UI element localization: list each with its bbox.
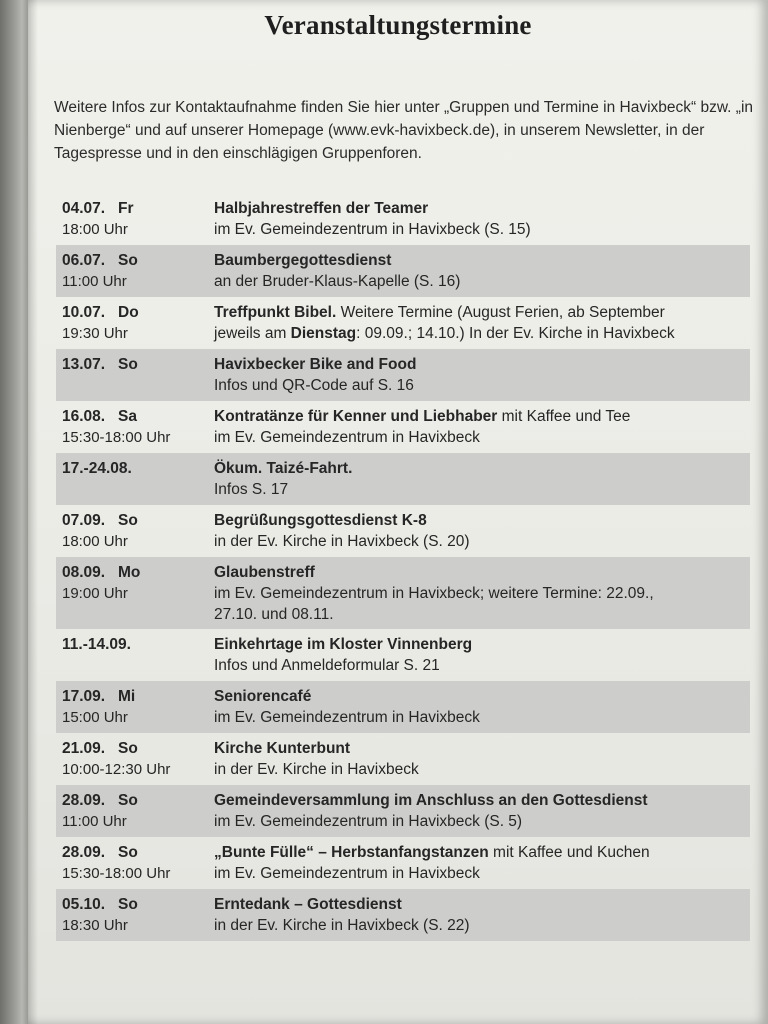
event-when: [62, 302, 214, 344]
event-row: [56, 889, 750, 941]
event-date: 08.09. Mo: [62, 564, 141, 581]
event-when: [62, 634, 214, 676]
event-description: in der Ev. Kirche in Havixbeck (S. 20): [214, 533, 470, 550]
event-when: [62, 354, 214, 396]
event-date: 28.09. So: [62, 792, 138, 809]
event-date: 11.-14.09.: [62, 636, 131, 653]
event-when: [62, 790, 214, 832]
event-details: [214, 686, 742, 728]
event-when: [62, 250, 214, 292]
event-when: [62, 842, 214, 884]
event-row: [56, 505, 750, 557]
event-when: [62, 894, 214, 936]
event-when: [62, 562, 214, 624]
event-title: Halbjahrestreffen der Teamer: [214, 200, 429, 217]
event-schedule: [56, 193, 750, 941]
event-row: [56, 349, 750, 401]
booklet-page: [28, 0, 768, 1024]
event-time: 18:00 Uhr: [62, 533, 128, 550]
event-description: an der Bruder-Klaus-Kapelle (S. 16): [214, 273, 461, 290]
event-headline: [214, 562, 742, 583]
event-details: [214, 562, 742, 624]
event-details: [214, 458, 742, 500]
event-description: in der Ev. Kirche in Havixbeck: [214, 761, 419, 778]
event-row: [56, 557, 750, 629]
event-date: 16.08. Sa: [62, 408, 137, 425]
event-time: 19:30 Uhr: [62, 325, 128, 342]
event-row: [56, 629, 750, 681]
event-time: 19:00 Uhr: [62, 585, 128, 602]
event-headline: [214, 634, 742, 655]
event-details: [214, 510, 742, 552]
event-date: 06.07. So: [62, 252, 138, 269]
event-row: [56, 681, 750, 733]
event-title: Baumbergegottesdienst: [214, 252, 392, 269]
event-headline: [214, 302, 742, 323]
event-time: 15:00 Uhr: [62, 709, 128, 726]
event-when: [62, 198, 214, 240]
event-description: im Ev. Gemeindezentrum in Havixbeck: [214, 709, 480, 726]
event-title-suffix: mit Kaffee und Tee: [497, 408, 631, 425]
event-title: Glaubenstreff: [214, 564, 315, 581]
event-headline: [214, 686, 742, 707]
event-description: Infos S. 17: [214, 481, 289, 498]
event-title: Einkehrtage im Kloster Vinnenberg: [214, 636, 473, 653]
event-when: [62, 686, 214, 728]
event-date: 28.09. So: [62, 844, 138, 861]
event-headline: [214, 198, 742, 219]
event-row: [56, 193, 750, 245]
event-details: [214, 634, 742, 676]
event-headline: [214, 250, 742, 271]
event-date: 21.09. So: [62, 740, 138, 757]
intro-text: Weitere Infos zur Kontaktaufnahme finden Sie hier unter „Gruppen und Termine in Havixbeck“ bzw. „in Nienberge“ und auf unserer Homepage (www.evk-havixbeck.de), in unserem Newsletter, in der Tagespresse und in den einschlägigen Gruppenforen.: [54, 99, 754, 162]
event-title: Havixbecker Bike and Food: [214, 356, 417, 373]
event-title: Begrüßungsgottesdienst K-8: [214, 512, 427, 529]
event-description: im Ev. Gemeindezentrum in Havixbeck: [214, 429, 480, 446]
event-headline: [214, 738, 742, 759]
event-headline: [214, 406, 742, 427]
event-when: [62, 738, 214, 780]
event-title-suffix: mit Kaffee und Kuchen: [488, 844, 650, 861]
event-row: [56, 297, 750, 349]
event-description: Infos und Anmeldeformular S. 21: [214, 657, 440, 674]
event-details: [214, 354, 742, 396]
event-title: Ökum. Taizé-Fahrt.: [214, 460, 353, 477]
event-headline: [214, 894, 742, 915]
event-description: in der Ev. Kirche in Havixbeck (S. 22): [214, 917, 470, 934]
event-date: 17.09. Mi: [62, 688, 136, 705]
event-time: 10:00-12:30 Uhr: [62, 761, 171, 778]
event-date: 17.-24.08.: [62, 460, 132, 477]
event-description: im Ev. Gemeindezentrum in Havixbeck; weitere Termine: 22.09.,: [214, 585, 654, 602]
event-details: [214, 198, 742, 240]
event-date: 07.09. So: [62, 512, 138, 529]
event-row: [56, 453, 750, 505]
event-time: 11:00 Uhr: [62, 273, 127, 290]
event-headline: [214, 354, 742, 375]
event-when: [62, 458, 214, 500]
event-time: 18:00 Uhr: [62, 221, 128, 238]
event-title: „Bunte Fülle“ – Herbstanfangstanzen: [214, 844, 489, 861]
event-description: im Ev. Gemeindezentrum in Havixbeck (S. 5): [214, 813, 523, 830]
event-title: Gemeindeversammlung im Anschluss an den Gottesdienst: [214, 792, 648, 809]
event-title: Seniorencafé: [214, 688, 312, 705]
event-date: 13.07. So: [62, 356, 138, 373]
page-title: Veranstaltungstermine: [264, 10, 532, 40]
event-row: [56, 401, 750, 453]
event-headline: [214, 458, 742, 479]
event-details: [214, 250, 742, 292]
event-time: 15:30-18:00 Uhr: [62, 429, 171, 446]
event-details: [214, 738, 742, 780]
event-when: [62, 406, 214, 448]
event-description: Infos und QR-Code auf S. 16: [214, 377, 414, 394]
event-time: 18:30 Uhr: [62, 917, 128, 934]
event-description: jeweils am Dienstag: 09.09.; 14.10.) In der Ev. Kirche in Havixbeck: [214, 325, 675, 342]
event-date: 04.07. Fr: [62, 200, 134, 217]
event-title: Treffpunkt Bibel.: [214, 304, 337, 321]
event-details: [214, 842, 742, 884]
event-details: [214, 302, 742, 344]
event-date: 10.07. Do: [62, 304, 139, 321]
event-headline: [214, 790, 742, 811]
event-details: [214, 406, 742, 448]
event-title: Kontratänze für Kenner und Liebhaber: [214, 408, 498, 425]
event-row: [56, 785, 750, 837]
event-description: im Ev. Gemeindezentrum in Havixbeck: [214, 865, 480, 882]
event-date: 05.10. So: [62, 896, 138, 913]
event-title-suffix: Weitere Termine (August Ferien, ab September: [336, 304, 665, 321]
event-title: Erntedank – Gottesdienst: [214, 896, 402, 913]
event-details: [214, 790, 742, 832]
event-details: [214, 894, 742, 936]
event-time: 15:30-18:00 Uhr: [62, 865, 171, 882]
event-description: 27.10. und 08.11.: [214, 606, 334, 623]
event-description: im Ev. Gemeindezentrum in Havixbeck (S. 15): [214, 221, 531, 238]
event-row: [56, 837, 750, 889]
event-time: 11:00 Uhr: [62, 813, 127, 830]
event-row: [56, 245, 750, 297]
event-headline: [214, 510, 742, 531]
event-when: [62, 510, 214, 552]
event-row: [56, 733, 750, 785]
event-title: Kirche Kunterbunt: [214, 740, 351, 757]
event-headline: [214, 842, 742, 863]
